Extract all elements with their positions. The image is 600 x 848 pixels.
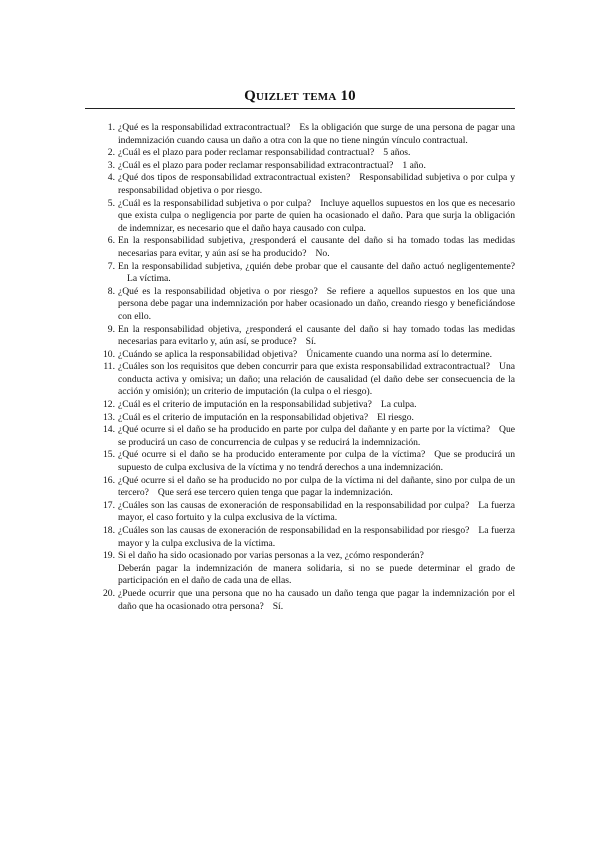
item-number: 11. xyxy=(103,361,115,373)
answer-text: Una conducta activa y omisiva; un daño; una relación de causalidad (el daño debe ser consecuencia de la acción y omisión); un criterio de imputación (la culpa o el riesgo). xyxy=(118,361,515,398)
question-list xyxy=(101,122,515,613)
list-item xyxy=(101,198,515,236)
list-item xyxy=(101,324,515,349)
list-item xyxy=(101,361,515,399)
question-text: ¿Qué ocurre si el daño se ha producido en parte por culpa del dañante y en parte por la víctima? xyxy=(118,424,491,436)
item-number: 5. xyxy=(107,197,115,209)
answer-text: Es la obligación que surge de una persona de pagar una indemnización cuando causa un daño a otra con la que no tiene ningún vínculo contractual. xyxy=(118,122,515,146)
question-text: Si el daño ha sido ocasionado por varias personas a la vez, ¿cómo responderán? xyxy=(118,550,424,562)
item-number: 14. xyxy=(103,424,115,436)
answer-text: Que se producirá un supuesto de culpa exclusiva de la víctima y no tendrá derechos a una indemnización. xyxy=(118,449,515,474)
question-text: ¿Cuál es el criterio de imputación en la responsabilidad objetiva? xyxy=(118,411,369,423)
question-text: ¿Cuándo se aplica la responsabilidad objetiva? xyxy=(118,348,298,360)
list-item xyxy=(101,412,515,425)
answer-text: 1 año. xyxy=(402,159,426,171)
item-number: 7. xyxy=(107,260,115,272)
answer-text: Sí. xyxy=(272,600,284,612)
answer-text: La fuerza mayor y la culpa exclusiva de la víctima. xyxy=(118,525,515,549)
answer-text: Incluye aquellos supuestos en los que es necesario que exista culpa o negligencia por parte de quien ha ocasionado el daño. Para que surja la obligación de indemnizar, es necesario que el daño haya causado con culpa. xyxy=(118,197,515,234)
item-number: 13. xyxy=(103,411,115,423)
question-text: En la responsabilidad subjetiva, ¿quién debe probar que el causante del daño actuó negligentemente? xyxy=(118,260,515,272)
question-text: ¿Cuál es el plazo para poder reclamar responsabilidad contractual? xyxy=(118,147,375,159)
list-item xyxy=(101,475,515,500)
list-item xyxy=(101,349,515,362)
question-text: ¿Cuál es el criterio de imputación en la responsabilidad subjetiva? xyxy=(118,399,372,411)
answer-text: La víctima. xyxy=(127,273,171,285)
question-text: ¿Qué dos tipos de responsabilidad extracontractual existen? xyxy=(118,172,351,184)
question-text: ¿Qué es la responsabilidad extracontractual? xyxy=(118,122,291,133)
answer-text: 5 años. xyxy=(383,147,411,159)
question-text: ¿Puede ocurrir que una persona que no ha causado un daño tenga que pagar la indemnización por el daño que ha ocasionado otra persona? xyxy=(118,587,515,612)
list-item xyxy=(101,160,515,173)
item-number: 20. xyxy=(103,587,115,599)
item-number: 6. xyxy=(107,235,115,247)
list-item xyxy=(101,588,515,613)
list-item xyxy=(101,449,515,474)
item-number: 19. xyxy=(103,550,115,562)
answer-text: Que se producirá un caso de concurrencia de culpas y se reducirá la indemnización. xyxy=(118,424,515,448)
item-number: 10. xyxy=(103,348,115,360)
title-divider xyxy=(85,108,515,109)
item-number: 3. xyxy=(107,159,115,171)
question-text: ¿Qué ocurre si el daño se ha producido enteramente por culpa de la víctima? xyxy=(118,449,426,461)
question-text: ¿Cuál es el plazo para poder reclamar responsabilidad extracontractual? xyxy=(118,159,394,171)
answer-text: La fuerza mayor, el caso fortuito y la culpa exclusiva de la víctima. xyxy=(118,499,515,524)
question-text: ¿Qué ocurre si el daño se ha producido no por culpa de la víctima ni del dañante, sino por culpa de un tercero? xyxy=(118,474,515,499)
list-item xyxy=(101,424,515,449)
answer-text: Únicamente cuando una norma así lo determine. xyxy=(306,348,492,360)
item-number: 8. xyxy=(107,285,115,297)
answer-text: El riesgo. xyxy=(377,411,414,423)
answer-text: La culpa. xyxy=(380,399,417,411)
answer-text: No. xyxy=(315,247,330,259)
list-item xyxy=(101,286,515,324)
list-item xyxy=(101,172,515,197)
list-item xyxy=(101,235,515,260)
answer-text: Se refiere a aquellos supuestos en los que una persona debe pagar una indemnización por haber ocasionado un daño, creando riesgo y beneficiándose con ello. xyxy=(118,285,515,322)
list-item xyxy=(101,500,515,525)
question-text: En la responsabilidad objetiva, ¿responderá el causante del daño si hay tomado todas las medidas necesarias para evitarlo y, aún así, se produce? xyxy=(118,323,515,348)
list-item xyxy=(101,525,515,550)
list-item xyxy=(101,399,515,412)
answer-text: Sí. xyxy=(305,336,317,348)
question-text: ¿Cuáles son los requisitos que deben concurrir para que exista responsabilidad extracontractual? xyxy=(118,361,491,373)
question-text: En la responsabilidad subjetiva, ¿responderá el causante del daño si ha tomado todas las medidas necesarias para evitar, y aún así se ha producido? xyxy=(118,235,515,259)
question-text: ¿Cuáles son las causas de exoneración de responsabilidad en la responsabilidad por riesgo? xyxy=(118,525,470,536)
answer-text: Responsabilidad subjetiva o por culpa y responsabilidad objetiva o por riesgo. xyxy=(118,172,515,196)
item-number: 4. xyxy=(107,172,115,184)
question-text: ¿Qué es la responsabilidad objetiva o por riesgo? xyxy=(118,285,318,297)
item-number: 18. xyxy=(103,525,115,536)
item-number: 17. xyxy=(103,499,115,511)
answer-text: Que será ese tercero quien tenga que pagar la indemnización. xyxy=(157,487,393,499)
item-number: 15. xyxy=(103,449,115,461)
list-item xyxy=(101,550,515,588)
item-number: 16. xyxy=(103,474,115,486)
item-number: 9. xyxy=(107,323,115,335)
list-item xyxy=(101,147,515,160)
answer-text: Deberán pagar la indemnización de manera solidaria, si no se puede determinar el grado de participación en el daño de cada una de ellas. xyxy=(118,562,515,587)
list-item xyxy=(101,261,515,286)
item-number: 1. xyxy=(107,122,115,133)
document-title: Quizlet tema 10 xyxy=(244,88,356,104)
question-text: ¿Cuál es la responsabilidad subjetiva o por culpa? xyxy=(118,197,312,209)
item-number: 2. xyxy=(107,147,115,159)
question-text: ¿Cuáles son las causas de exoneración de responsabilidad en la responsabilidad por culpa? xyxy=(118,499,470,511)
item-number: 12. xyxy=(103,399,115,411)
list-item xyxy=(101,122,515,147)
